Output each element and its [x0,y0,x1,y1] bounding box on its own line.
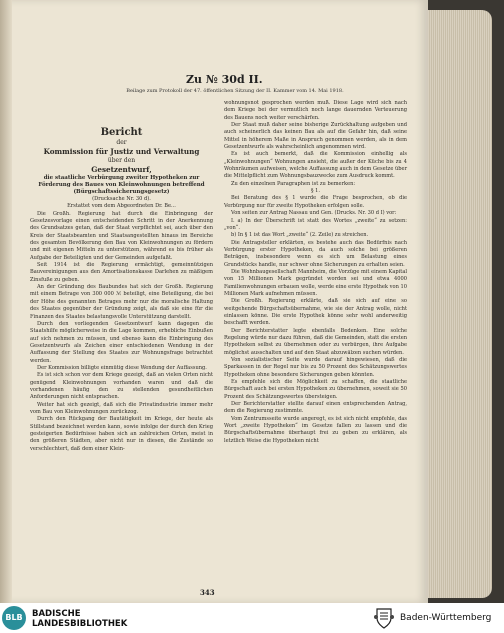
right-paragraph: Es empfehle sich die Möglichkeit zu schaffen, die staatliche Bürgschaft auch bei ersten Hypotheken zu übernehmen, soweit sie 50 Prozent des Schätzungswertes übersteigen. [224,379,407,400]
right-column [224,100,407,445]
issue-number: Zu № 30d II. [186,73,263,86]
coat-of-arms-icon [372,606,396,630]
right-paragraph: Die Großh. Regierung erklärte, daß sie sich auf eine so weitgehende Bürgschaftsübernahme, wie sie der Antrag wolle, nicht einlassen könne. Die erste Hypothek könne sehr wohl anderweitig beschafft werden. [224,298,407,327]
partner-name: Baden-Württemberg [400,613,492,623]
report-title: Bericht [100,127,143,138]
left-paragraph: Durch den Rückgang der Bautätigkeit im Kriege, der heute als Stillstand bezeichnet werden kann, sowie infolge der durch den Krieg gesteigerten Bedürfnisse haben sich an zahlreichen Orten, meist in den größeren Städten, aber nicht nur in diesen, die Zustände so verschlechtert, daß dem einer Klein- [30,416,213,452]
right-paragraph: Der Staat muß daher seine bisherige Zurückhaltung aufgeben und auch scheinerlich das keinen Bau als auf die Gefahr hin, daß seine Mittel in höherem Maße in Anspruch genommen werden, als in dem Gesetzentwurfe als wahrscheinlich angenommen wird. [224,122,407,151]
footer-bar [0,603,504,633]
commission-name: Kommission für Justiz und Verwaltung [43,147,200,156]
book-spine [0,0,12,603]
library-name[interactable] [32,609,127,629]
left-paragraph: Seit 1914 ist die Regierung ermächtigt, gemeinnützigen Bauvereinigungen aus den Amortisationskasse Darlehen zu mäßigem Zinsfuße zu geben. [30,262,213,283]
right-paragraph: Die Wohnbaugesellschaft Mannheim, die Vorzüge mit einem Kapital von 15 Millionen Mark gegründet worden sei und etwa 4000 Familienwohnungen erbauen wolle, werde eine erste Hypothek von 10 Millionen Mark aufnehmen müssen. [224,268,407,297]
left-paragraph: Weiter hat sich gezeigt, daß sich die Privatindustrie immer mehr vom Bau von Kleinwohnungen zurückzog. [30,401,213,415]
right-paragraph: Zu den einzelnen Paragraphen ist zu bemerken: [231,180,356,187]
left-column [30,100,213,453]
report-ueber: über den [107,157,136,164]
right-paragraph: Von seiten zur Antrag Nassau und Gen. (Drucks. Nr. 30 d I) vor: [231,210,397,217]
section-heading: § 1. [310,188,321,195]
library-name-line1: BADISCHE [32,609,81,619]
left-paragraph: An der Gründung des Baubundes hat sich der Großh. Regierung mit einem Betrage von 300 000 ℳ beteiligt, eine Beteiligung, die bei der Höhe des genannten Betrages mehr nur die moralische Haltung des Staates gegenüber der Gründung zeigt, als daß sie eine für die Finanzen des Staates belastungsvolle Unterstützung darstellt. [30,284,213,320]
left-paragraph: Durch den vorliegenden Gesetzentwurf kann dagegen die Staatshilfe möglicherweise in die Lage kommen, erhebliche Einbußen auf sich nehmen zu müssen, und ebenso kann die Einbringung des Gesetzentwurfs als Zeichen einer entschiedenen Wendung in der Auffassung der Stellung des Staates zur Wohnungsfrage betrachtet werden. [30,320,213,364]
library-name-line2: LANDESBIBLIOTHEK [32,619,128,629]
drucksache-ref: (Drucksache Nr. 30 d). [92,196,151,202]
right-paragraph: Der Berichterstatter legte ebenfalls Bedenken. Eine solche Regelung würde nur dazu führen, daß die Gemeinden, statt die ersten Hypotheken selbst zu übernehmen oder zu verbürgen, ihre Aufgabe möglichst ausschalten und auf den Staat abzuwälzen suchen würden. [224,327,407,356]
law-description: die staatliche Verbürgung zweiter Hypotheken zur Förderung des Baues von Kleinwohnungen betreffend (Bürgschaftssicherungsgesetz) [38,175,205,195]
left-paragraph: Die Großh. Regierung hat durch die Einbringung der Gesetzesvorlage einen entscheidenden Schritt in der Anerkennung des Grundsatzes getan, daß der Staat verpflichtet sei, auch über den Kreis der Staatsbeamten und Staatsangestellten hinaus im Bereiche des gesamten Bevölkerung den Bau von Kleinwohnungen zu fördern und mit eigenen Mitteln zu unterstützen, während es bis früher als Aufgabe der Beteiligten und der Gemeinden aufgefaßt. [30,210,213,261]
page-edges [420,10,492,598]
report-der: der [116,139,127,146]
right-paragraph: Es ist auch bemerkt, daß die Kommission einhellig als „Kleinwohnungen“ Wohnungen ansieht, die außer der Küche bis zu 4 Wohnräumen aufweisen, welche Auffassung auch in dem Gesetze über die Mittelpflicht zum Wohnungsbauzwecke zum Ausdruck kommt. [224,151,407,180]
reporter-line: Erstattet vom dem Abgeordneten Dr. Be... [67,203,176,210]
right-paragraph: Von sozialistischer Seite wurde darauf hingewiesen, daß die Sparkassen in der Regel nur bis zu 50 Prozent des Schätzungswertes Hypotheken ohne besondere Sicherungen geben könnten. [224,357,407,378]
right-paragraph: Bei Beratung des § 1 wurde die Frage besprochen, ob die Verbürgung nur für zweite Hypotheken erfolgen solle. [224,195,407,209]
page-number: 343 [200,588,215,597]
left-paragraph: Der Kommission billigte einmütig diese Wendung der Auffassung. [37,364,207,371]
law-heading: Gesetzentwurf, [91,165,152,174]
right-paragraph: wohnungsnot gesprochen werden muß. Diese Lage wird sich nach dem Kriege bei der vermutlich noch lange dauernden Verteuerung des Bauens noch weiter verschärfen. [224,100,407,121]
left-paragraph: Es ist sich schon vor dem Kriege gezeigt, daß an vielen Orten nicht genügend Kleinwohnungen vorhanden waren und daß die vorhandenen häufig den zu stellenden gesundheitlichen Anforderungen nicht entsprachen. [30,372,213,401]
right-paragraph: Der Berichterstatter stellte darauf einen entsprechenden Antrag, dem die Regierung zustimmte. [224,401,407,415]
blb-logo-icon[interactable]: BLB [2,606,26,630]
right-paragraph: b) In § 1 ist das Wort „zweite“ (2. Zeile) zu streichen. [231,232,369,239]
right-paragraph: Die Antragsteller erklärten, es bestehe auch das Bedürfnis nach Verbürgung erster Hypotheken, da auch solche bei größeren Beträgen, insbesondere wenn es sich um Belastung eines Grundstücks handle, nur schwer ohne Sicherungen zu erhalten seien. [224,239,407,268]
right-paragraph: I. a) In der Überschrift ist statt des Wortes „zweite“ zu setzen: „von“. [224,217,407,231]
right-paragraph: Vom Zentrumsseite wurde angeregt, es ist sich nicht empfehle, das Wort „zweite Hypotheken“ im Gesetze fallen zu lassen und die Bürgschaftsübernahme überhaupt frei zu geben zu erklären, als letztlich Weise die Hypotheken nicht [224,415,407,444]
protocol-subtitle: Beilage zum Protokoll der 47. öffentlichen Sitzung der II. Kammer vom 14. Mai 1918. [126,88,344,94]
